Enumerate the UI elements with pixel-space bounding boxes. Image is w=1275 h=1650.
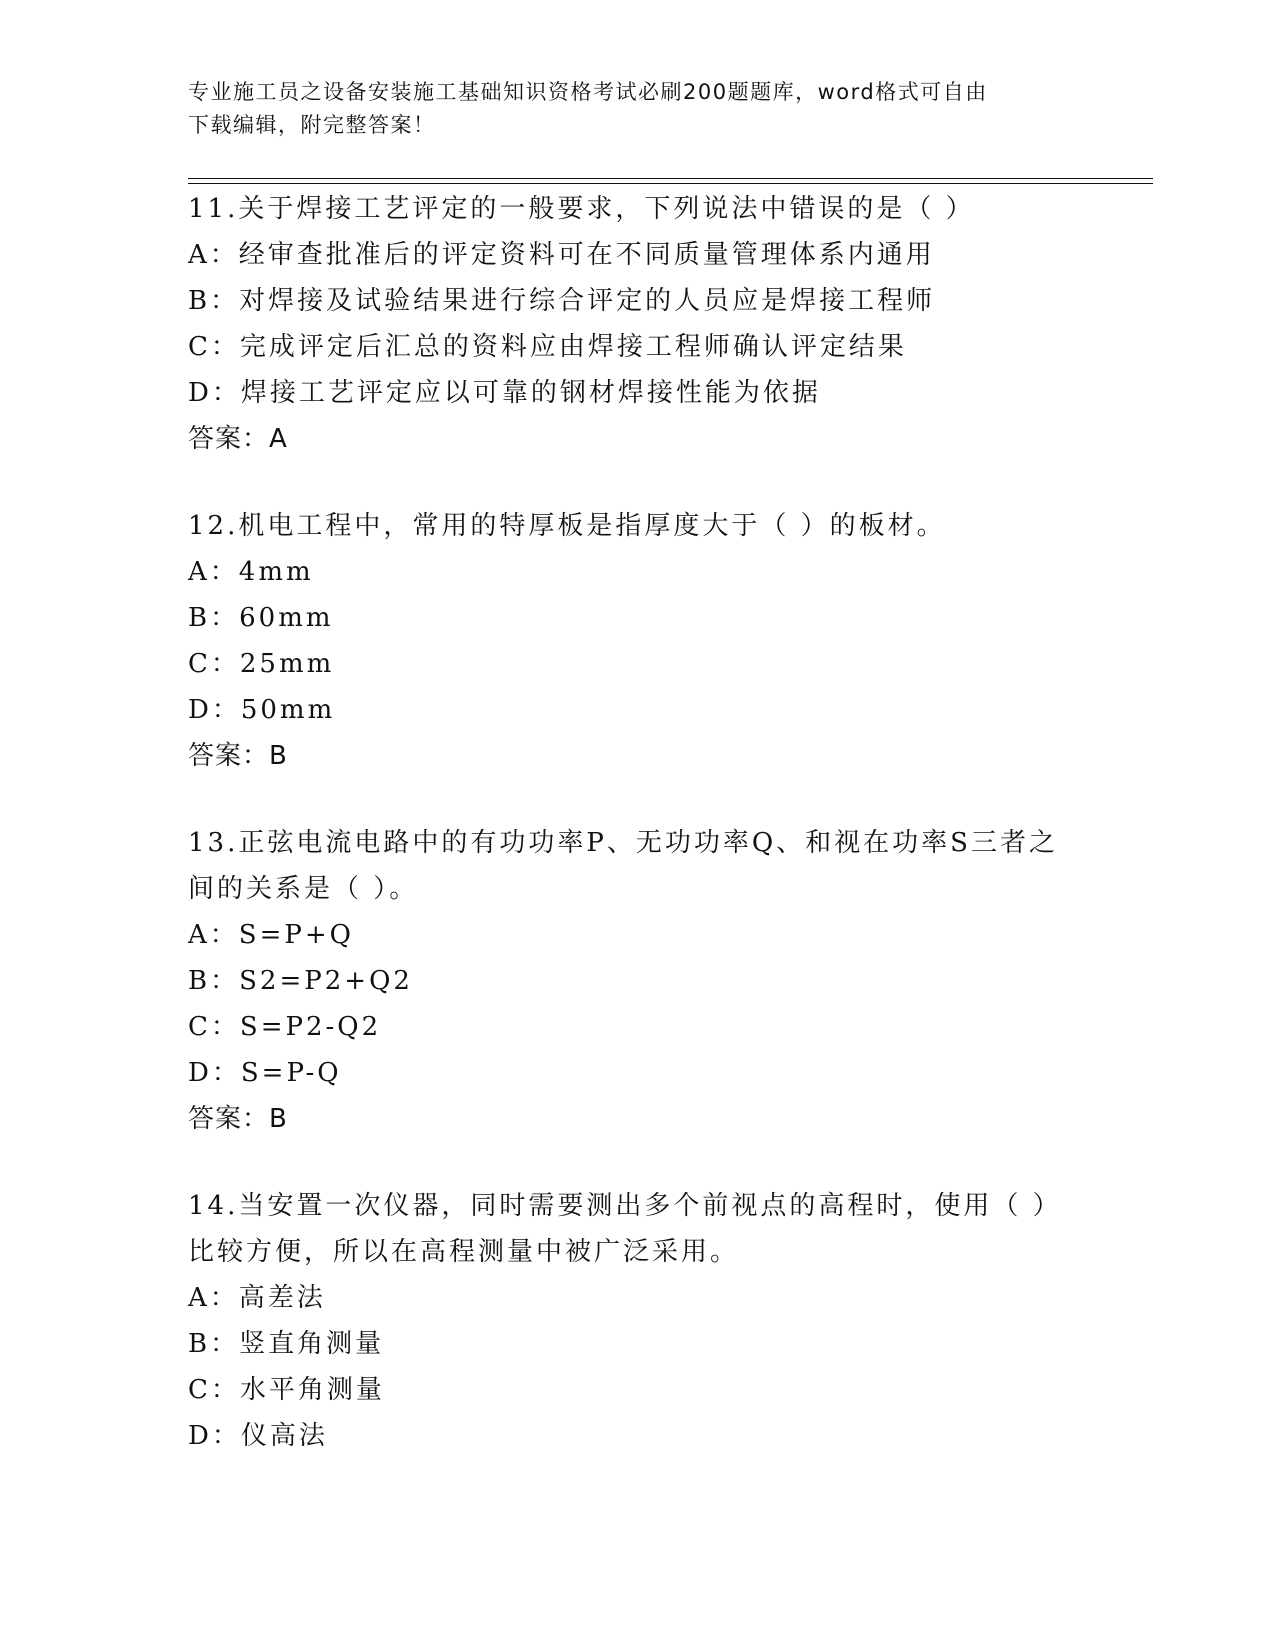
header-line-1: 专业施工员之设备安装施工基础知识资格考试必刷200题题库，word格式可自由 (188, 80, 988, 104)
option-c: C：25mm (188, 649, 335, 679)
question-stem-line-2: 比较方便，所以在高程测量中被广泛采用。 (188, 1237, 740, 1267)
option-b: B：60mm (188, 603, 334, 633)
header-divider-top (188, 178, 1153, 179)
answer: 答案：A (188, 424, 288, 454)
question-12 (188, 503, 1068, 779)
option-b: B：S2=P2+Q2 (188, 966, 413, 996)
question-14 (188, 1183, 1068, 1459)
question-stem: 11.关于焊接工艺评定的一般要求，下列说法中错误的是（ ） (188, 194, 975, 224)
option-c: C：水平角测量 (188, 1375, 385, 1405)
option-c: C：S=P2-Q2 (188, 1012, 382, 1042)
option-a: A：S=P+Q (188, 920, 354, 950)
option-b: B：竖直角测量 (188, 1329, 385, 1359)
header-divider-bottom (188, 183, 1153, 184)
option-d: D：焊接工艺评定应以可靠的钢材焊接性能为依据 (188, 378, 821, 408)
option-a: A：经审查批准后的评定资料可在不同质量管理体系内通用 (188, 240, 935, 270)
question-stem: 12.机电工程中，常用的特厚板是指厚度大于（ ）的板材。 (188, 511, 946, 541)
option-d: D：50mm (188, 695, 336, 725)
question-stem-line-2: 间的关系是（ ）。 (188, 874, 419, 904)
option-a: A：高差法 (188, 1283, 326, 1313)
document-header (188, 76, 1068, 142)
question-stem-line-1: 14.当安置一次仪器，同时需要测出多个前视点的高程时，使用（ ） (188, 1191, 1062, 1221)
option-a: A：4mm (188, 557, 314, 587)
option-d: D：S=P-Q (188, 1058, 342, 1088)
question-13 (188, 820, 1068, 1142)
option-c: C：完成评定后汇总的资料应由焊接工程师确认评定结果 (188, 332, 907, 362)
option-d: D：仪高法 (188, 1421, 328, 1451)
header-line-2: 下载编辑，附完整答案！ (188, 113, 436, 137)
question-stem-line-1: 13.正弦电流电路中的有功功率P、无功功率Q、和视在功率S三者之 (188, 828, 1058, 858)
answer: 答案：B (188, 1104, 288, 1134)
question-11 (188, 186, 1068, 462)
answer: 答案：B (188, 741, 288, 771)
option-b: B：对焊接及试验结果进行综合评定的人员应是焊接工程师 (188, 286, 936, 316)
